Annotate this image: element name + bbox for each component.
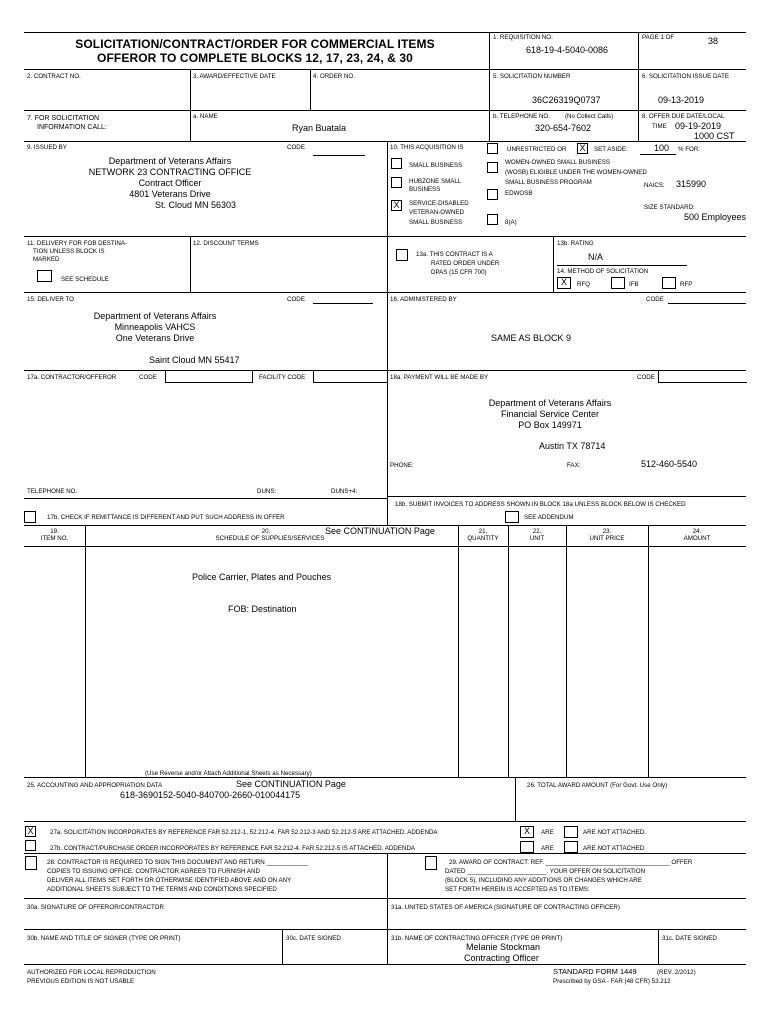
rule: [24, 141, 746, 142]
rule: [310, 69, 311, 110]
sdvosb-label: SERVICE-DISABLED: [409, 200, 469, 207]
payment-line: Financial Service Center: [500, 409, 600, 419]
rule: [638, 32, 639, 110]
award-date-label: 3. AWARD/EFFECTIVE DATE: [193, 73, 276, 80]
additional-sheets-note: (Use Reverse and/or Attach Additional Sheets as Necessary): [145, 770, 312, 777]
rule: [387, 141, 388, 525]
offer-due-date: 09-19-2019: [675, 121, 722, 131]
order-no-label: 4. ORDER NO.: [313, 73, 355, 80]
officer-title: Contracting Officer: [464, 953, 539, 963]
administered-by-value: SAME AS BLOCK 9: [491, 333, 572, 343]
percent-underline: [640, 154, 676, 155]
rfp-checkbox[interactable]: [662, 277, 676, 289]
see-addendum-checkbox[interactable]: [505, 511, 519, 523]
col-amount-num: 24.: [692, 528, 702, 535]
29-line: DATED _______________________. YOUR OFFER ON SOLICITATION: [445, 868, 646, 875]
footer-reproduction: AUTHORIZED FOR LOCAL REPRODUCTION: [27, 969, 156, 976]
sdvosb-label-2: VETERAN-OWNED: [409, 209, 465, 216]
col-schedule-label: SCHEDULE OF SUPPLIES/SERVICES: [215, 535, 325, 542]
27a-are-checkbox[interactable]: X: [520, 826, 534, 838]
col-unit-num: 22.: [532, 528, 542, 535]
28-checkbox[interactable]: [25, 856, 37, 870]
rule: [24, 236, 746, 237]
col-unit-price-label: UNIT PRICE: [589, 535, 625, 542]
rule: [553, 236, 554, 292]
phone-note: (No Collect Calls): [565, 113, 614, 120]
rule: [387, 853, 388, 964]
rule: [24, 292, 746, 293]
prescribed-by: Prescribed by GSA - FAR (48 CFR) 53.212: [553, 978, 671, 985]
rule: [515, 777, 516, 821]
issue-date: 09-13-2019: [658, 95, 705, 105]
duns-label: DUNS:: [257, 488, 277, 495]
edwosb-label: EDWOSB: [505, 190, 533, 197]
acquisition-label: 10. THIS ACQUISITION IS: [390, 144, 464, 151]
rule: [24, 929, 746, 930]
sdvosb-label-3: SMALL BUSINESS: [409, 219, 463, 226]
rfq-label: RFQ: [577, 281, 591, 288]
wosb-label-2: (WOSB) ELIGIBLE UNDER THE WOMEN-OWNED: [505, 169, 647, 176]
contact-name: Ryan Buatala: [292, 123, 347, 133]
page-label: PAGE 1 OF: [642, 34, 675, 41]
27b-are-label: ARE: [541, 845, 554, 852]
administered-by-code-label: CODE: [646, 296, 664, 303]
28-line: 28. CONTRACTOR IS REQUIRED TO SIGN THIS DOCUMENT AND RETURN ____________: [47, 859, 308, 866]
offer-due-label: 8. OFFER DUE DATE/LOCAL: [642, 113, 725, 120]
info-call-label-2: INFORMATION CALL:: [37, 124, 107, 131]
28-line: ADDITIONAL SHEETS SUBJECT TO THE TERMS AND CONDITIONS SPECIFIED: [47, 886, 277, 893]
rule: [24, 853, 746, 854]
rfp-label: RFP: [680, 281, 693, 288]
officer-name: Melanie Stockman: [466, 942, 541, 952]
form-revision: (REV. 2/2012): [657, 969, 696, 976]
ifb-label: IFB: [629, 281, 639, 288]
rule: [24, 546, 746, 547]
small-business-label: SMALL BUSINESS: [409, 162, 463, 169]
info-call-label: 7. FOR SOLICITATION: [27, 115, 100, 122]
col-schedule-num: 20.: [261, 528, 271, 535]
deliver-to-line: Department of Veterans Affairs: [93, 311, 217, 321]
rule: [282, 929, 283, 964]
time-label: TIME: [652, 123, 667, 130]
rule: [489, 110, 490, 141]
requisition-number: 618-19-4-5040-0086: [526, 45, 609, 55]
schedule-continuation: See CONTINUATION Page: [325, 526, 435, 536]
naics-code: 315990: [676, 179, 707, 189]
duns4-label: DUNS+4:: [331, 488, 358, 495]
col-amount-label: AMOUNT: [683, 535, 711, 542]
issued-by-line: 4801 Veterans Drive: [129, 189, 211, 199]
unrestricted-label: UNRESTRICTED OR: [507, 146, 567, 153]
set-aside-checkbox[interactable]: X: [577, 143, 588, 154]
administered-by-label: 16. ADMINISTERED BY: [390, 296, 457, 303]
rule: [24, 777, 746, 778]
item-description: Police Carrier, Plates and Pouches: [192, 572, 332, 582]
form-border-bottom: [24, 964, 746, 965]
edwosb-checkbox[interactable]: [487, 189, 498, 200]
8a-label: 8(A): [505, 219, 517, 226]
rule: [648, 525, 649, 777]
27b-text: 27b. CONTRACT/PURCHASE ORDER INCORPORATES BY REFERENCE FAR 52.212-4. FAR 52.212-5 IS ATTACHED. ADDENDA: [50, 845, 416, 852]
signer-name-label: 30b. NAME AND TITLE OF SIGNER (TYPE OR PRINT): [27, 935, 181, 942]
28-line: COPIES TO ISSUING OFFICE. CONTRACTOR AGREES TO FURNISH AND: [47, 868, 260, 875]
rule: [190, 69, 191, 141]
total-award-label: 26. TOTAL AWARD AMOUNT (For Govt. Use Only): [527, 782, 668, 789]
size-standard: 500 Employees: [684, 212, 747, 222]
percent-for-label: % FOR:: [678, 146, 701, 153]
contractor-date-label: 30c. DATE SIGNED: [286, 935, 341, 942]
hubzone-label: HUBZONE SMALL: [409, 178, 462, 185]
remittance-checkbox[interactable]: [24, 511, 36, 523]
rule: [24, 498, 387, 499]
name-label: a. NAME: [193, 113, 218, 120]
29-checkbox[interactable]: [425, 856, 437, 870]
accounting-continuation: See CONTINUATION Page: [236, 779, 346, 789]
see-schedule-label: SEE SCHEDULE: [61, 276, 109, 283]
rule: [24, 821, 746, 822]
solicitation-no-label: 5. SOLICITATION NUMBER: [493, 73, 571, 80]
small-business-checkbox[interactable]: [391, 158, 402, 169]
col-item-no-num: 19.: [50, 528, 59, 535]
deliver-to-line: One Veterans Drive: [115, 333, 195, 343]
facility-code-label: FACILITY CODE: [259, 374, 306, 381]
27b-are-checkbox[interactable]: [520, 841, 534, 853]
page-total: 38: [708, 36, 719, 46]
submit-invoices-label: 18b. SUBMIT INVOICES TO ADDRESS SHOWN IN BLOCK 18a UNLESS BLOCK BELOW IS CHECKED: [395, 501, 686, 508]
payment-line: Department of Veterans Affairs: [488, 398, 612, 408]
29-line: 29. AWARD OF CONTRACT: REF. ____________________________________ OFFER: [449, 859, 693, 866]
set-aside-percent: 100: [654, 143, 670, 153]
29-line: SET FORTH HEREIN IS ACCEPTED AS TO ITEMS:: [445, 886, 590, 893]
accounting-data: 618-3690152-5040-840700-2660-010044175: [120, 790, 301, 800]
27b-are-not-label: ARE NOT ATTACHED: [583, 845, 645, 852]
contact-phone: 320-654-7602: [535, 123, 592, 133]
footer-edition: PREVIOUS EDITION IS NOT USABLE: [27, 978, 135, 985]
telephone-label: TELEPHONE NO.: [27, 488, 78, 495]
28-line: DELIVER ALL ITEMS SET FORTH OR OTHERWISE IDENTIFIED ABOVE AND ON ANY: [47, 877, 292, 884]
code-underline: [313, 155, 365, 156]
rule: [489, 32, 490, 110]
wosb-label-3: SMALL BUSINESS PROGRAM: [505, 179, 592, 186]
contractor-code-label: CODE: [139, 374, 157, 381]
code-underline: [313, 303, 373, 304]
rule: [458, 525, 459, 777]
phone-label: b. TELEPHONE NO.: [493, 113, 550, 120]
29-line: (BLOCK 5), INCLUDING ANY ADDITIONS OR CHANGES WHICH ARE: [445, 877, 642, 884]
solicitation-method-label: 14. METHOD OF SOLICITATION: [557, 268, 649, 275]
form-name: STANDARD FORM 1449: [553, 967, 637, 976]
wosb-checkbox[interactable]: [487, 162, 498, 173]
issued-by-line: NETWORK 23 CONTRACTING OFFICE: [88, 167, 252, 177]
hubzone-label-2: BUSINESS: [409, 186, 441, 193]
ifb-checkbox[interactable]: [611, 277, 625, 289]
payment-fax-label: FAX:: [567, 462, 581, 469]
rule: [638, 110, 639, 141]
hubzone-checkbox[interactable]: [391, 177, 402, 188]
rated-order-checkbox[interactable]: [396, 249, 408, 261]
set-aside-label: SET ASIDE:: [594, 146, 628, 153]
form-subtitle: OFFEROR TO COMPLETE BLOCKS 12, 17, 23, 24, & 30: [97, 51, 413, 65]
delivery-fob-label: 11. DELIVERY FOR FOB DESTINA-: [27, 240, 128, 247]
deliver-to-line: Minneapolis VAHCS: [114, 322, 196, 332]
rating-underline: [557, 265, 687, 266]
col-item-no-label: ITEM NO.: [40, 535, 69, 542]
form-title: SOLICITATION/CONTRACT/ORDER FOR COMMERCIAL ITEMS: [75, 37, 435, 51]
delivery-fob-label-2: TION UNLESS BLOCK IS: [33, 248, 105, 255]
payment-code-label: CODE: [637, 374, 655, 381]
rule: [387, 496, 746, 497]
payment-city: Austin TX 78714: [539, 441, 606, 451]
solicitation-number: 36C26319Q0737: [532, 95, 601, 105]
rule: [85, 525, 86, 777]
27a-checkbox[interactable]: X: [25, 826, 36, 837]
deliver-to-city: Saint Cloud MN 55417: [149, 355, 240, 365]
rule: [566, 525, 567, 777]
payment-code-field[interactable]: [658, 371, 747, 383]
rule: [658, 929, 659, 964]
facility-code-field[interactable]: [313, 371, 387, 383]
col-quantity-num: 21.: [478, 528, 488, 535]
8a-checkbox[interactable]: [487, 214, 498, 225]
rated-order-label: 13a. THIS CONTRACT IS A: [416, 251, 493, 258]
col-unit-label: UNIT: [529, 535, 545, 542]
size-standard-label: SIZE STANDARD:: [644, 204, 695, 211]
deliver-to-label: 15. DELIVER TO: [27, 296, 74, 303]
col-unit-price-num: 23.: [602, 528, 612, 535]
issued-by-city: St. Cloud MN 56303: [155, 200, 237, 210]
signature-officer-label: 31a. UNITED STATES OF AMERICA (SIGNATURE OF CONTRACTING OFFICER): [391, 904, 620, 911]
contract-no-label: 2. CONTRACT NO.: [27, 73, 81, 80]
27a-are-not-label: ARE NOT ATTACHED.: [583, 829, 646, 836]
col-quantity-label: QUANTITY: [467, 535, 499, 542]
rating-label: 13b. RATING: [557, 240, 594, 247]
officer-name-label: 31b. NAME OF CONTRACTING OFFICER (TYPE OR PRINT): [391, 935, 563, 942]
fob-destination: FOB: Destination: [228, 604, 297, 614]
discount-terms-label: 12. DISCOUNT TERMS: [193, 240, 259, 247]
payment-line: PO Box 149971: [518, 420, 582, 430]
requisition-label: 1. REQUISITION NO.: [493, 34, 553, 41]
wosb-label: WOMEN-OWNED SMALL BUSINESS: [505, 159, 610, 166]
payment-phone-label: PHONE:: [390, 462, 414, 469]
contractor-label: 17a. CONTRACTOR/OFFEROR: [27, 374, 117, 381]
rule: [24, 898, 746, 899]
issued-by-code-label: CODE: [287, 144, 305, 151]
issued-by-line: Contract Officer: [138, 178, 202, 188]
see-schedule-checkbox[interactable]: [37, 270, 52, 282]
27b-are-not-checkbox[interactable]: [564, 841, 578, 853]
contractor-code-field[interactable]: [165, 371, 253, 383]
rating-value: N/A: [588, 252, 604, 262]
code-underline: [668, 303, 746, 304]
27b-checkbox[interactable]: [25, 840, 36, 851]
offer-due-time: 1000 CST: [694, 131, 735, 141]
issued-by-label: 9. ISSUED BY: [27, 144, 67, 151]
sdvosb-checkbox[interactable]: X: [391, 200, 402, 211]
officer-date-label: 31c. DATE SIGNED: [662, 935, 717, 942]
rule: [190, 236, 191, 292]
27a-are-not-checkbox[interactable]: [564, 826, 578, 838]
accounting-label: 25. ACCOUNTING AND APPROPRIATION DATA: [27, 782, 163, 789]
27a-are-label: ARE: [541, 829, 554, 836]
signature-contractor-label: 30a. SIGNATURE OF OFFEROR/CONTRACTOR: [27, 904, 164, 911]
rated-order-label-3: DPAS (15 CFR 700): [431, 269, 487, 276]
remittance-label: 17b. CHECK IF REMITTANCE IS DIFFERENT AND PUT SUCH ADDRESS IN OFFER: [47, 514, 285, 521]
naics-label: NAICS:: [644, 182, 665, 189]
delivery-fob-label-3: MARKED: [33, 256, 60, 263]
payment-fax: 512-460-5540: [641, 459, 698, 469]
see-addendum-label: SEE ADDENDUM: [524, 514, 574, 521]
rule: [508, 525, 509, 777]
rfq-checkbox[interactable]: X: [557, 277, 571, 289]
27a-text: 27a. SOLICITATION INCORPORATES BY REFERENCE FAR 52.212-1, 52.212-4. FAR 52.212-3 AND 52.212-5 ARE ATTACHED. ADDENDA: [50, 829, 438, 836]
issued-by-line: Department of Veterans Affairs: [108, 156, 232, 166]
rated-order-label-2: RATED ORDER UNDER: [431, 260, 500, 267]
issue-date-label: 6. SOLICITATION ISSUE DATE: [642, 73, 729, 80]
unrestricted-checkbox[interactable]: [487, 143, 498, 154]
payment-label: 18a. PAYMENT WILL BE MADE BY: [390, 374, 489, 381]
deliver-to-code-label: CODE: [287, 296, 305, 303]
